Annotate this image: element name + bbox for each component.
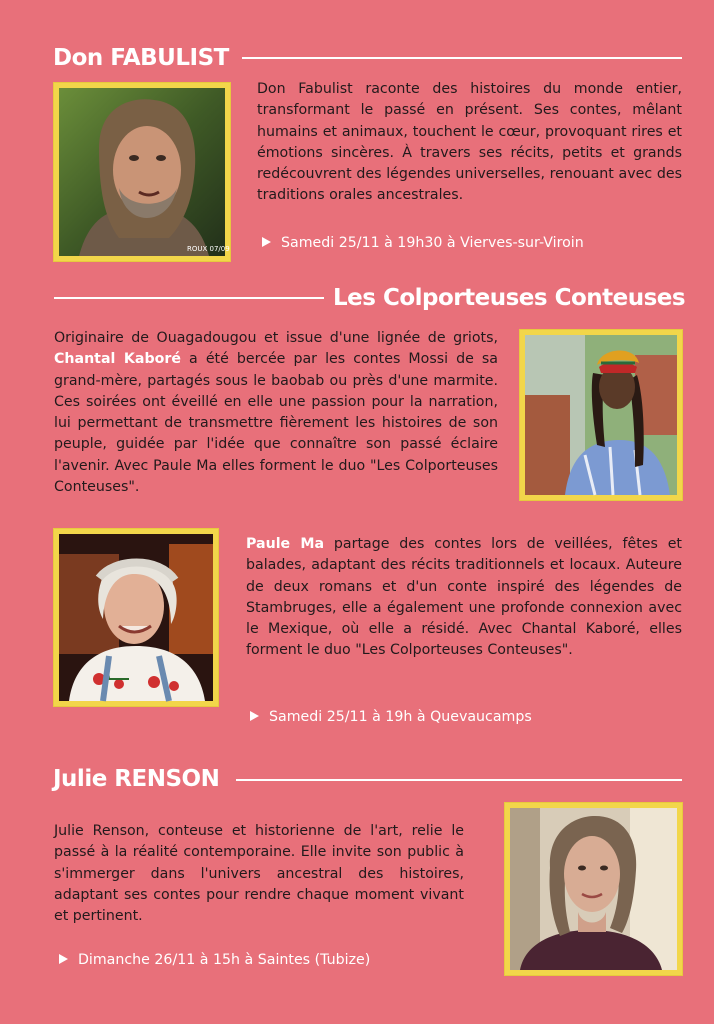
title-rule — [54, 297, 324, 299]
play-triangle-icon — [250, 711, 259, 721]
section-title-colporteuses: Les Colporteuses Conteuses — [333, 285, 686, 311]
event-text: Samedi 25/11 à 19h30 à Vierves-sur-Viroin — [281, 235, 584, 251]
play-triangle-icon — [262, 237, 271, 247]
event-don-fabulist — [262, 233, 584, 253]
paragraph-rest: partage des contes lors de veillées, fêtes et balades, adaptant des récits traditionnels et locaux. Auteure de deux romans et d'un conte inspiré des légendes de Stambruges, elle a également une profonde connexion avec le Mexique, où elle a résidé. Avec Chantal Kaboré, elles forment le duo "Les Colporteuses Conteuses". — [246, 536, 682, 659]
play-triangle-icon — [59, 954, 68, 964]
description-julie-renson: Julie Renson, conteuse et historienne de l'art, relie le passé à la réalité contemporaine. Elle invite son public à s'immerger dans l'univers ancestral des histoires, adaptant ses contes pour rendre chaque moment vivant et pertinent. — [54, 823, 464, 925]
performer-name-paule-ma: Paule Ma — [246, 536, 325, 552]
photo-julie-renson — [505, 803, 682, 975]
photo-don-fabulist — [54, 83, 230, 261]
event-text: Dimanche 26/11 à 15h à Saintes (Tubize) — [78, 952, 371, 968]
event-colporteuses — [250, 707, 532, 727]
paragraph-rest: a été bercée par les contes Mossi de sa grand-mère, partagés sous le baobab ou près d'une marmite. Ces soirées ont éveillé en elle une passion pour la narration, lui permettant de transmettre fièrement les histoires de son peuple, guidée par l'idée que connaître son passé éclaire l'avenir. Avec Paule Ma elles forment le duo "Les Colporteuses Conteuses". — [54, 351, 498, 496]
paragraph-lead: Originaire de Ouagadougou et issue d'une lignée de griots, — [54, 330, 498, 346]
description-paule-ma — [246, 534, 682, 662]
photo-paule-ma — [54, 529, 218, 706]
title-rule — [242, 57, 682, 59]
performer-name-chantal-kabore: Chantal Kaboré — [54, 351, 181, 368]
photo-credit: ROUX 07/09 — [187, 245, 230, 253]
description-don-fabulist: Don Fabulist raconte des histoires du monde entier, transformant le passé en présent. Ses contes, mêlant humains et animaux, touchent le cœur, provoquant rires et émotions sincères. À travers ses récits, petits et grands redécouvrent des légendes universelles, renouant avec des traditions orales ancestrales. — [257, 81, 682, 204]
title-rule — [236, 779, 682, 781]
photo-chantal-kabore — [520, 330, 682, 500]
event-julie-renson — [59, 950, 370, 970]
section-title-julie-renson: Julie RENSON — [53, 766, 220, 792]
description-chantal-kabore — [54, 328, 498, 498]
event-text: Samedi 25/11 à 19h à Quevaucamps — [269, 709, 532, 725]
section-title-don-fabulist: Don FABULIST — [53, 45, 229, 71]
